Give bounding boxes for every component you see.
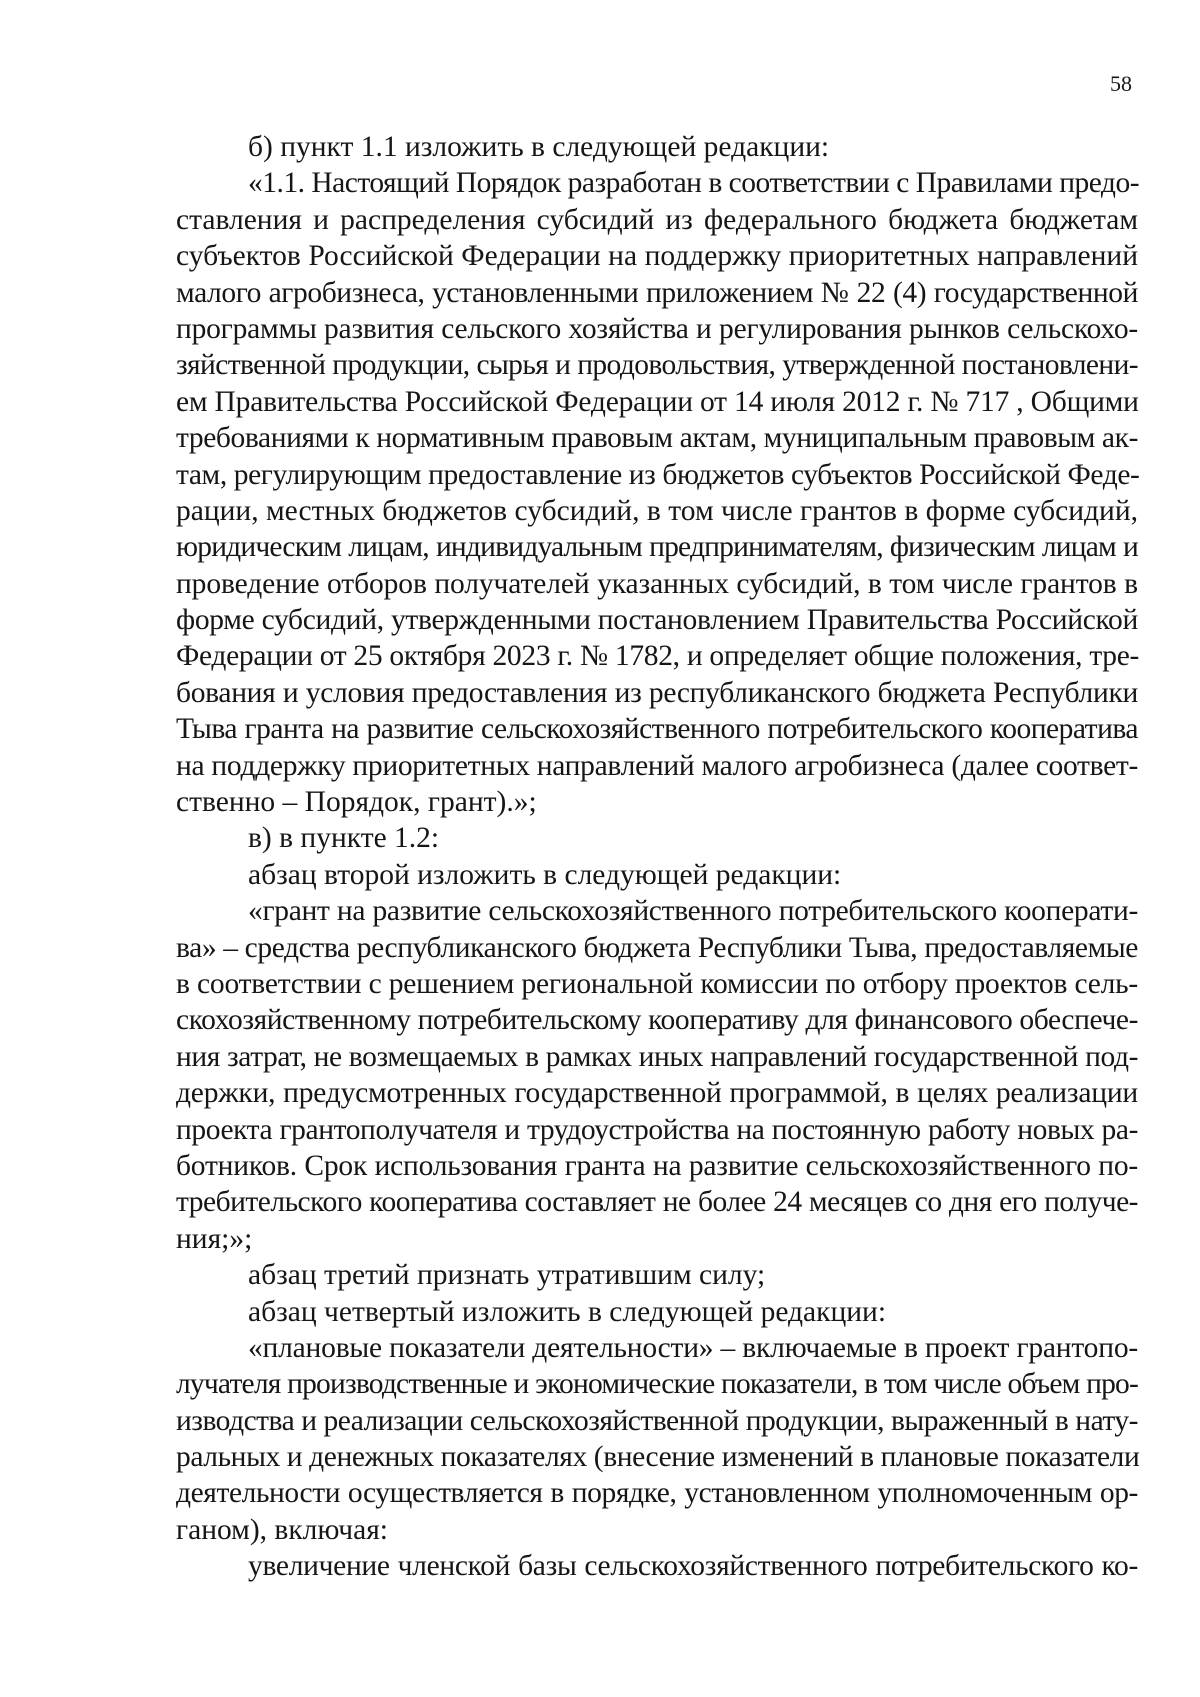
text-line: в соответствии с решением региональной комиссии по отбору проектов сель- [176,967,1138,1000]
text-line: ния;»; [176,1222,253,1255]
text-line: требованиями к нормативным правовым актам, муниципальным правовым ак- [176,422,1138,455]
text-line: рации, местных бюджетов субсидий, в том числе грантов в форме субсидий, [176,494,1138,527]
text-line: Федерации от 25 октября 2023 г. № 1782, и определяет общие положения, тре- [176,640,1140,673]
text-line: ганом), включая: [176,1513,389,1546]
document-text [176,129,1138,1585]
text-line: ральных и денежных показателях (внесение изменений в плановые показатели [176,1441,1140,1474]
text-line: форме субсидий, утвержденными постановлением Правительства Российской [176,604,1138,637]
text-line: малого агробизнеса, установленными приложением № 22 (4) государственной [176,276,1138,309]
text-line: держки, предусмотренных государственной программой, в целях реализации [176,1077,1138,1110]
text-line: ботников. Срок использования гранта на развитие сельскохозяйственного по- [176,1149,1138,1182]
text-line: увеличение членской базы сельскохозяйственного потребительского ко- [248,1550,1138,1583]
text-line: проекта грантополучателя и трудоустройства на постоянную работу новых ра- [176,1113,1138,1146]
text-line: ственно – Порядок, грант).»; [176,786,537,819]
text-line: «плановые показатели деятельности» – включаемые в проект грантопо- [248,1331,1138,1364]
page-number: 58 [1110,71,1132,96]
text-line: абзац четвертый изложить в следующей редакции: [248,1295,887,1328]
text-line: программы развития сельского хозяйства и регулирования рынков сельскохо- [176,312,1138,345]
text-line: абзац второй изложить в следующей редакции: [248,858,842,891]
text-line: требительского кооператива составляет не более 24 месяцев со дня его получе- [176,1186,1138,1219]
text-line: на поддержку приоритетных направлений малого агробизнеса (далее соответ- [176,749,1138,782]
text-line: скохозяйственному потребительскому кооперативу для финансового обеспече- [176,1004,1138,1037]
text-line: субъектов Российской Федерации на поддержку приоритетных направлений [176,240,1138,273]
text-line: проведение отборов получателей указанных субсидий, в том числе грантов в [176,567,1138,600]
text-line: деятельности осуществляется в порядке, установленном уполномоченным ор- [176,1477,1138,1510]
text-line: лучателя производственные и экономические показатели, в том числе объем про- [176,1368,1138,1401]
text-line: Тыва гранта на развитие сельскохозяйственного потребительского кооператива [176,713,1138,746]
text-line: бования и условия предоставления из республиканского бюджета Республики [176,676,1138,709]
text-line: в) в пункте 1.2: [248,822,440,855]
text-line: ва» – средства республиканского бюджета Республики Тыва, предоставляемые [176,931,1138,964]
text-line: б) пункт 1.1 изложить в следующей редакции: [248,131,830,163]
text-line: ния затрат, не возмещаемых в рамках иных направлений государственной под- [176,1040,1138,1073]
text-line: «грант на развитие сельскохозяйственного потребительского кооперати- [248,895,1138,928]
text-line: абзац третий признать утратившим силу; [248,1259,766,1292]
text-line: изводства и реализации сельскохозяйственной продукции, выраженный в нату- [176,1404,1138,1437]
text-line: юридическим лицам, индивидуальным предпринимателям, физическим лицам и [176,531,1138,564]
text-line: зяйственной продукции, сырья и продовольствия, утвержденной постановлени- [176,349,1138,382]
text-line: «1.1. Настоящий Порядок разработан в соответствии с Правилами предо- [248,167,1140,200]
text-line: ставления и распределения субсидий из федерального бюджета бюджетам [176,203,1138,236]
text-line: там, регулирующим предоставление из бюджетов субъектов Российской Феде- [176,458,1140,491]
text-line: ем Правительства Российской Федерации от 14 июля 2012 г. № 717 , Общими [176,385,1139,418]
